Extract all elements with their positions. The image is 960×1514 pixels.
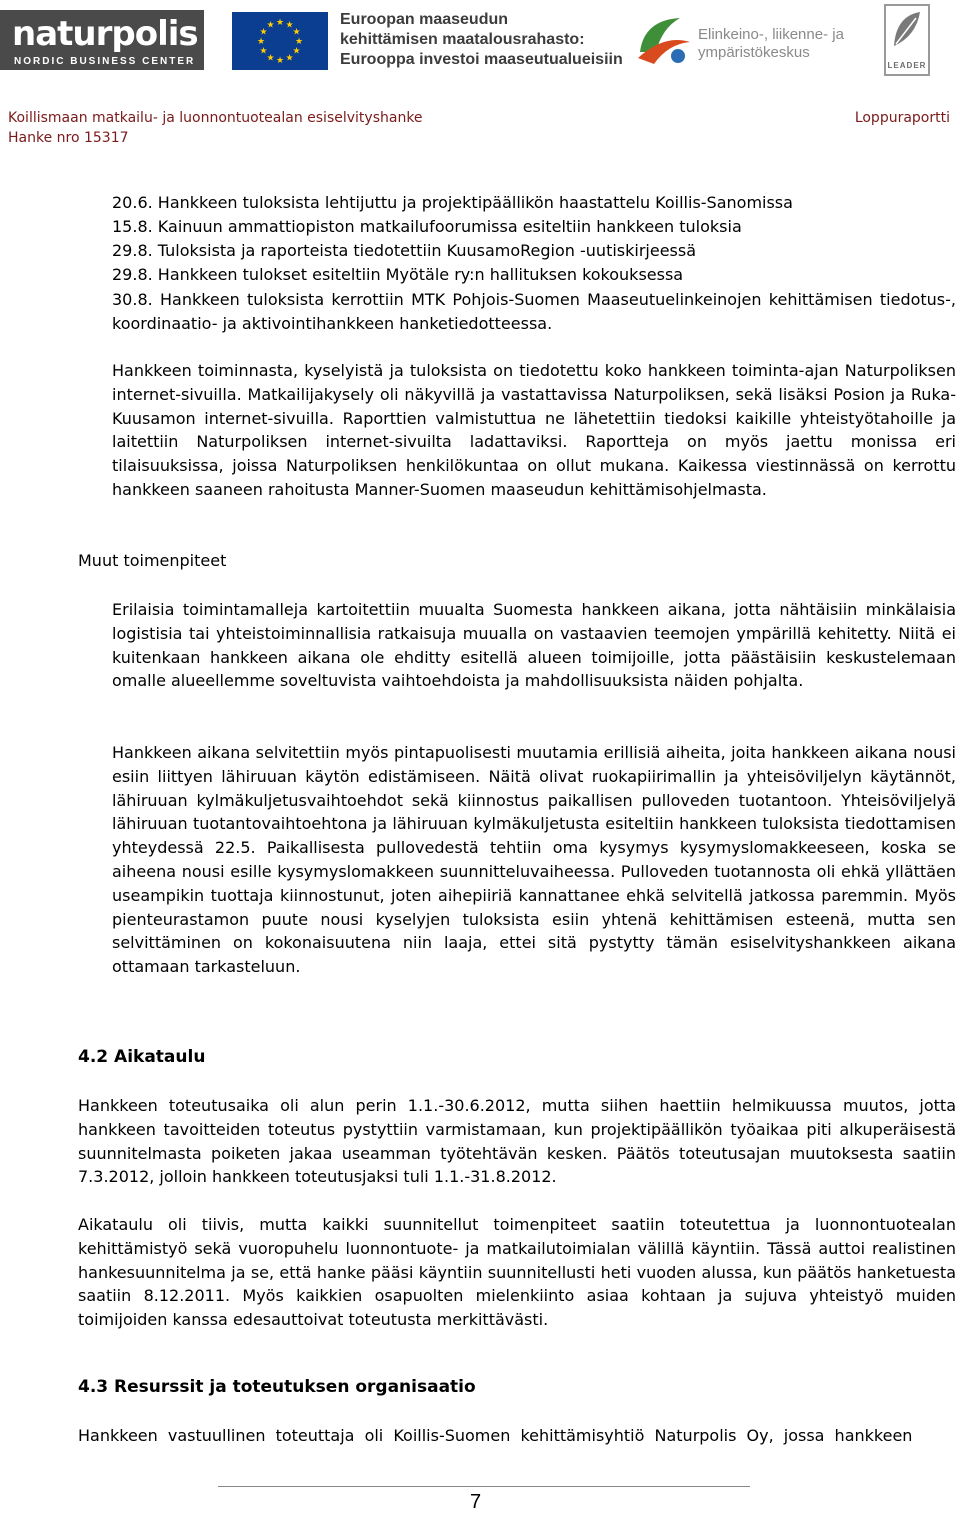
schedule-paragraph-2: Aikataulu oli tiivis, mutta kaikki suunnitellut toimenpiteet saatiin toteutettua ja luonnontuotealan kehittämistyö sekä vuoropuhelu luonnontuote- ja matkailutoimialan välillä käyntiin. Tässä auttoi realistinen hankesuunnitelma ja se, että hanke pääsi käyntiin suunnitellusti heti vuoden alussa, kun päätös hanketuesta saatiin 8.12.2011. Myös kaikkien osapuolten mielenkiinto asiaa kohtaan ja sujuva yhteistyö muiden toimijoiden kanssa edesauttoivat toteutusta merkittävästi.	[78, 1215, 956, 1330]
leader-logo	[884, 4, 930, 76]
naturpolis-logo	[0, 10, 204, 70]
eu-star-icon: ★	[266, 20, 275, 31]
eu-star-icon: ★	[292, 27, 301, 38]
eu-fund-text	[340, 10, 623, 70]
page-number: 7	[470, 1491, 482, 1513]
ely-text-line2: ympäristökeskus	[698, 44, 810, 61]
eu-star-icon: ★	[259, 27, 268, 38]
eu-star-icon: ★	[256, 37, 266, 47]
news-item: 15.8. Kainuun ammattiopiston matkailufoorumissa esiteltiin hankkeen tuloksia	[112, 217, 742, 236]
ely-centre-text	[698, 26, 844, 62]
news-item-long: 30.8. Hankkeen tuloksista kerrottiin MTK Pohjois-Suomen Maaseutuelinkeinojen kehittämisen tiedotus-, koordinaatio- ja aktivointihankkeen hanketiedotteessa.	[112, 290, 956, 333]
eu-star-icon: ★	[275, 18, 285, 28]
eu-star-icon: ★	[275, 56, 285, 66]
eu-text-line1: Euroopan maaseudun	[340, 11, 509, 28]
eu-text-line3: Eurooppa investoi maaseutualueisiin	[340, 51, 623, 68]
header-project-name: Koillismaan matkailu- ja luonnontuotealan esiselvityshanke	[8, 110, 423, 126]
eu-star-icon: ★	[285, 20, 294, 31]
news-item: 20.6. Hankkeen tuloksista lehtijuttu ja projektipäällikön haastattelu Koillis-Sanomissa	[112, 193, 793, 212]
news-item: 29.8. Hankkeen tulokset esiteltiin Myötäle ry:n hallituksen kokouksessa	[112, 265, 684, 284]
schedule-paragraph-1: Hankkeen toteutusaika oli alun perin 1.1.-30.6.2012, mutta siihen haettiin helmikuussa muutos, jotta hankkeen tavoitteiden toteutus pystyttiin varmistamaan, kun projektipäällikön työaikaa piti alkuperäisestä suunnitelmasta poiketen jakaa useamman työtehtävän kesken. Päätös toteutusajan muutoksesta saatiin 7.3.2012, jolloin hankkeen toteutusjaksi tuli 1.1.-31.8.2012.	[78, 1096, 956, 1187]
section-heading-4-2: 4.2 Aikataulu	[78, 1047, 206, 1067]
news-item: 29.8. Tuloksista ja raporteista tiedotettiin KuusamoRegion -uutiskirjeessä	[112, 241, 697, 260]
communication-paragraph: Hankkeen toiminnasta, kyselyistä ja tuloksista on tiedotettu koko hankkeen toiminta-ajan Naturpoliksen internet-sivuilla. Matkailijakysely oli näkyvillä ja vastattavissa Naturpoliksen, sekä lisäksi Posion ja Ruka-Kuusamon internet-sivuilla. Raporttien valmistuttua ne lähetettiin tiedoksi kaikille yhteistyötahoille ja laitettiin Naturpoliksen internet-sivuilta ladattaviksi. Raportteja on myös jaettu monissa eri tilaisuuksissa, joissa Naturpoliksen henkilökuntaa on ollut mukana. Kaikessa viestinnässä on kerrottu hankkeen saaneen rahoitusta Manner-Suomen maaseudun kehittämisohjelmasta.	[112, 361, 956, 499]
leader-text: LEADER	[887, 61, 927, 70]
eu-star-icon: ★	[259, 46, 268, 57]
section-heading-4-3: 4.3 Resurssit ja toteutuksen organisaatio	[78, 1377, 476, 1397]
header-report-type: Loppuraportti	[854, 110, 950, 126]
naturpolis-wordmark: naturpolis	[12, 14, 198, 54]
other-measures-paragraph-1: Erilaisia toimintamalleja kartoitettiin muualta Suomesta hankkeen aikana, jotta nähtäisiin minkälaisia logistisia tai yhteistoiminnallisia ratkaisuja muualla on vastaavien teemojen ympärillä kehitetty. Niitä ei kuitenkaan hankkeen aikana ole ehditty esitellä alueen toimijoille, jotta päästäisiin keskustelemaan omalle alueellemme soveltuvista vaihtoehdoista ja mahdollisuuksista näiden pohjalta.	[112, 600, 956, 691]
other-measures-paragraph-2: Hankkeen aikana selvitettiin myös pintapuolisesti muutamia erillisiä aiheita, joita hankkeen aikana nousi esiin liittyen lähiruuan käytön edistämiseen. Näitä olivat ruokapiirimallin ja yhteisöviljelyn käytännöt, lähiruuan kylmäkuljetusvaihtoehdot sekä kiinnostus paikallisen pulloveden tuotantoon. Yhteisöviljelyä lähiruuan tuotantovaihtoehtona ja lähiruuan kylmäkuljetusta esiteltiin hankkeen tuloksista tiedottamisen yhteydessä 22.5. Paikallisesta pullovedestä tehtiin oma kysymys kysymyslomakkeeseen, koska se aiheena nousi esille kysymyslomakkeen suunnitteluvaiheessa. Pulloveden tuotannosta oli ehkä yllättäen useampikin tuottaja kiinnostunut, joten aihepiiriä kannattanee ehkä selvitellä jatkossa paremmin. Myös pienteurastamon puute nousi kyselyjen tuloksista esiin yhtenä kehittämisen esteenä, mutta sen selvittäminen on kokonaisuutena niin laaja, ettei sitä pystytty tämän esiselvityshankkeen aikana ottamaan tarkasteluun.	[112, 743, 956, 977]
leader-leaf-icon	[886, 6, 928, 54]
ely-centre-icon	[634, 12, 692, 68]
ely-text-line1: Elinkeino-, liikenne- ja	[698, 26, 844, 43]
eu-text-line2: kehittämisen maatalousrahasto:	[340, 31, 585, 48]
header-project-number: Hanke nro 15317	[8, 130, 129, 146]
resources-paragraph-1: Hankkeen vastuullinen toteuttaja oli Koillis-Suomen kehittämisyhtiö Naturpolis Oy, jossa hankkeen	[78, 1426, 913, 1445]
eu-star-icon: ★	[294, 37, 304, 47]
footer-rule	[218, 1486, 750, 1487]
other-measures-heading: Muut toimenpiteet	[78, 551, 227, 570]
eu-flag-icon	[232, 12, 328, 70]
eu-star-icon: ★	[285, 53, 294, 64]
naturpolis-subtitle: NORDIC BUSINESS CENTER	[14, 56, 196, 67]
eu-star-icon: ★	[266, 53, 275, 64]
eu-star-icon: ★	[292, 46, 301, 57]
logo-band	[0, 0, 960, 80]
